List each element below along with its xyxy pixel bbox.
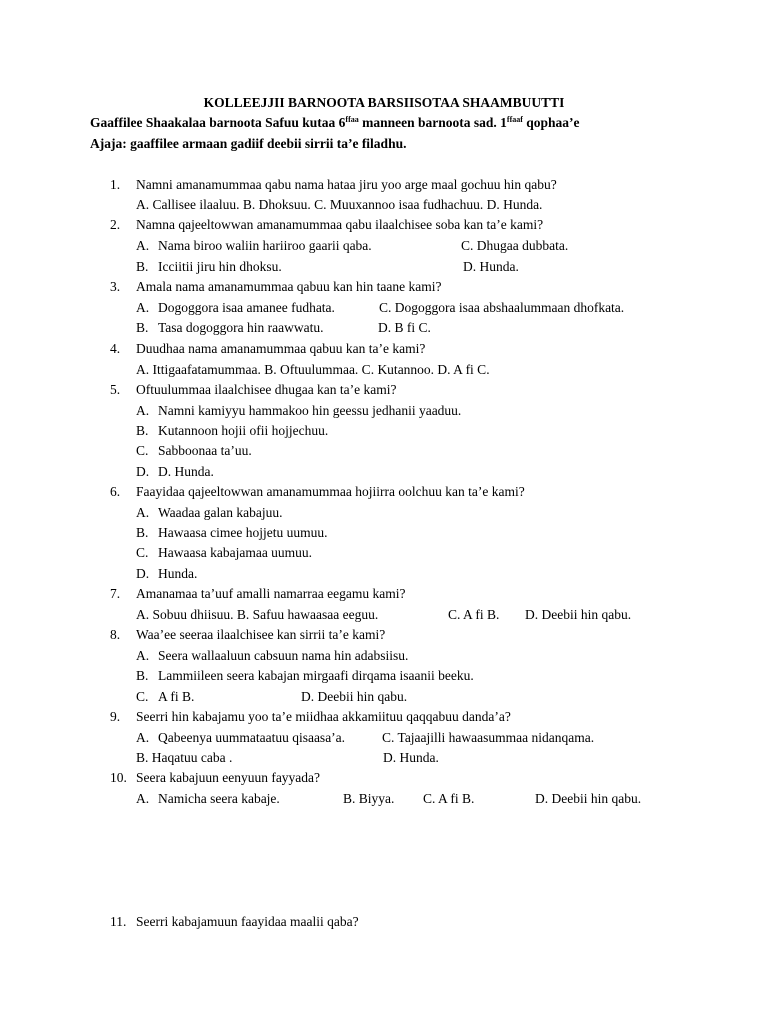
question-text: Seerri kabajamuun faayidaa maalii qaba? [136,914,359,929]
question-text: Amala nama amanamummaa qabuu kan hin taane kami? [136,279,442,294]
question-number: 3. [110,279,121,294]
option-a-b: A. Sobuu dhiisuu. B. Safuu hawaasaa eeguu. [136,607,379,622]
document-title: KOLLEEJJII BARNOOTA BARSIISOTAA SHAAMBUUTTI [203,95,565,110]
question-text: Duudhaa nama amanamummaa qabuu kan ta’e kami? [136,341,426,356]
option-letter: C. [136,545,149,560]
option-letter: A. [136,238,150,253]
question-text: Namni amanamummaa qabu nama hataa jiru yoo arge maal gochuu hin qabu? [136,177,557,192]
option-letter: A. [136,730,150,745]
question-number: 7. [110,586,121,601]
question-number: 5. [110,382,121,397]
option-text: Waadaa galan kabajuu. [158,505,283,520]
option-text: Seera wallaaluun cabsuun nama hin adabsiisu. [158,648,409,663]
option-text: D. Hunda. [158,464,214,479]
option-letter: A. [136,791,150,806]
question-text: Seerri hin kabajamu yoo ta’e miidhaa akkamiituu qaqqabuu danda’a? [136,709,511,724]
subtitle-part-2: manneen barnoota sad. 1 [358,115,507,130]
question-number: 10. [110,770,127,785]
option-c: C. Dhugaa dubbata. [461,238,569,253]
option-letter: B. [136,525,149,540]
option-letter: A. [136,648,150,663]
option-text: Lammiileen seera kabajan mirgaafi dirqama isaanii beeku. [158,668,474,683]
subtitle-part-1: Gaaffilee Shaakalaa barnoota Safuu kutaa 6 [90,115,346,130]
option-text: Dogoggora isaa amanee fudhata. [158,300,335,315]
option-d: D. Deebii hin qabu. [535,791,642,806]
subtitle-superscript-1: ffaa [345,115,359,124]
option-letter: A. [136,300,150,315]
option-letter: A. [136,505,150,520]
option-text: A fi B. [158,689,195,704]
option-letter: D. [136,464,150,479]
question-number: 11. [110,914,127,929]
question-number: 8. [110,627,121,642]
option-letter: C. [136,689,149,704]
question-text: Amanamaa ta’uuf amalli namarraa eegamu kami? [136,586,406,601]
option-d: D. Hunda. [383,750,439,765]
question-text: Faayidaa qajeeltowwan amanamummaa hojiirra oolchuu kan ta’e kami? [136,484,525,499]
option-c: C. A fi B. [448,607,500,622]
option-d: D. Deebii hin qabu. [301,689,408,704]
option-b: B. Haqatuu caba . [136,750,233,765]
option-letter: C. [136,443,149,458]
option-d: D. B fi C. [378,320,431,335]
option-letter: B. [136,320,149,335]
option-letter: B. [136,668,149,683]
option-b: B. Biyya. [343,791,395,806]
question-number: 1. [110,177,121,192]
instruction: Ajaja: gaaffilee armaan gadiif deebii sirrii ta’e filadhu. [90,136,407,151]
question-number: 2. [110,217,121,232]
option-text: Tasa dogoggora hin raawwatu. [158,320,324,335]
question-text: Waa’ee seeraa ilaalchisee kan sirrii ta’e kami? [136,627,386,642]
question-number: 9. [110,709,121,724]
option-c: C. Dogoggora isaa abshaalummaan dhofkata. [379,300,625,315]
question-number: 4. [110,341,121,356]
question-number: 6. [110,484,121,499]
option-text: Hawaasa kabajamaa uumuu. [158,545,313,560]
subtitle-superscript-2: ffaaf [506,115,523,124]
option-c: C. A fi B. [423,791,475,806]
question-1-options: A. Callisee ilaaluu. B. Dhoksuu. C. Muuxannoo isaa fudhachuu. D. Hunda. [136,197,543,212]
option-text: Icciitii jiru hin dhoksu. [158,259,282,274]
option-text: Namicha seera kabaje. [158,791,280,806]
option-text: Hunda. [158,566,198,581]
option-c: C. Tajaajilli hawaasummaa nidanqama. [382,730,595,745]
option-text: Namni kamiyyu hammakoo hin geessu jedhanii yaaduu. [158,403,462,418]
option-letter: B. [136,259,149,274]
option-letter: A. [136,403,150,418]
exam-subtitle [90,115,580,131]
option-d: D. Deebii hin qabu. [525,607,632,622]
option-letter: B. [136,423,149,438]
option-d: D. Hunda. [463,259,519,274]
option-text: Hawaasa cimee hojjetu uumuu. [158,525,328,540]
option-text: Nama biroo waliin hariiroo gaarii qaba. [158,238,372,253]
question-text: Namna qajeeltowwan amanamummaa qabu ilaalchisee soba kan ta’e kami? [136,217,544,232]
option-text: Qabeenya uummataatuu qisaasa’a. [158,730,346,745]
question-text: Seera kabajuun eenyuun fayyada? [136,770,321,785]
option-text: Sabboonaa ta’uu. [158,443,252,458]
question-text: Oftuulummaa ilaalchisee dhugaa kan ta’e kami? [136,382,397,397]
option-text: Kutannoon hojii ofii hojjechuu. [158,423,329,438]
subtitle-part-3: qophaa’e [522,115,580,130]
option-letter: D. [136,566,150,581]
question-4-options: A. Ittigaafatamummaa. B. Oftuulummaa. C. Kutannoo. D. A fi C. [136,362,490,377]
